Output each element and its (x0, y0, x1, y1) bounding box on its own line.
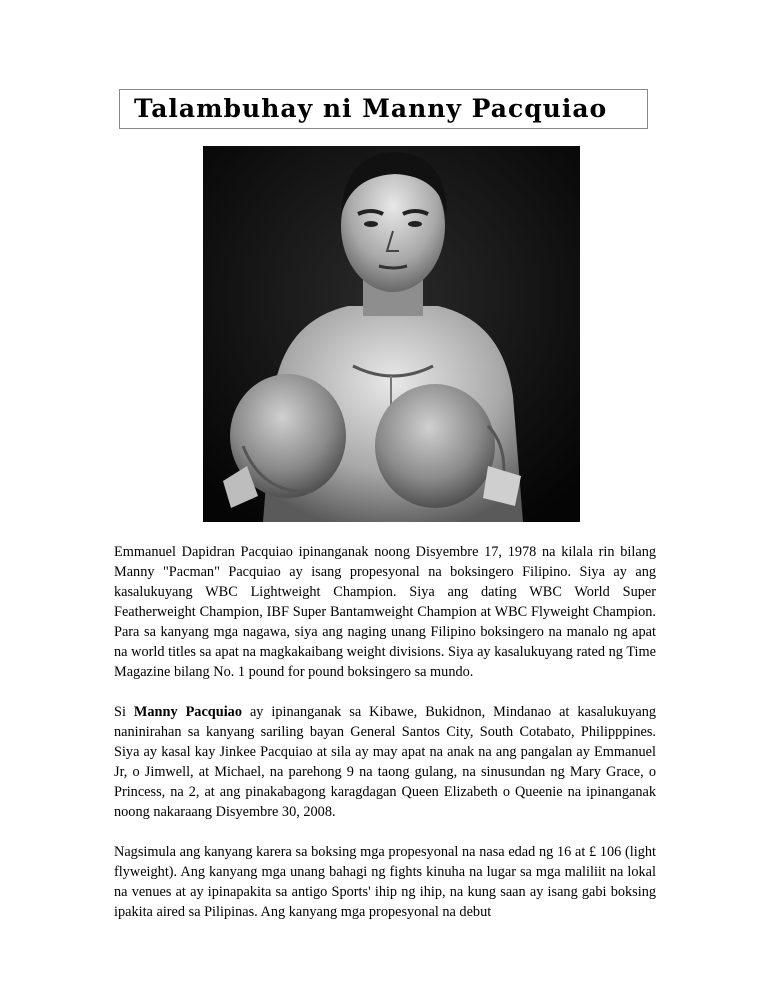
boxer-portrait-icon (203, 146, 580, 522)
paragraph-2-lead: Si (114, 704, 134, 720)
paragraph-2 (114, 702, 656, 822)
paragraph-3-text: Nagsimula ang kanyang karera sa boksing mga propesyonal na nasa edad ng 16 at £ 106 (light flyweight). Ang kanyang mga unang bahagi ng fights kinuha na lugar sa mga maliliit na lokal na venues at ay ipinapakita sa antigo Sports' ihip ng ihip, na kung saan ay isang gabi boksing ipakita aired sa Pilipinas. Ang kanyang mga propesyonal na debut (114, 844, 656, 920)
paragraph-1-text: Emmanuel Dapidran Pacquiao ipinanganak noong Disyembre 17, 1978 na kilala rin bilang Manny "Pacman" Pacquiao ay isang propesyonal na boksingero Filipino. Siya ay ang kasalukuyang WBC Lightweight Champion. Siya ang dating WBC World Super Featherweight Champion, IBF Super Bantamweight Champion at WBC Flyweight Champion. Para sa kanyang mga nagawa, siya ang naging unang Filipino boksingero na manalo ng apat na world titles sa apat na magkakaibang weight divisions. Siya ay kasalukuyang rated ng Time Magazine bilang No. 1 pound for pound boksingero sa mundo. (114, 544, 656, 680)
paragraph-2-text: ay ipinanganak sa Kibawe, Bukidnon, Mindanao at kasalukuyang naninirahan sa kanyang sariling bayan General Santos City, South Cotabato, Philipppines. Siya ay kasal kay Jinkee Pacquiao at sila ay may apat na anak na ang pangalan ay Emmanuel Jr, o Jimwell, at Michael, na parehong 9 na taong gulang, na sinusundan ng Mary Grace, o Princess, na 2, at ang pinakabagong karagdagan Queen Elizabeth o Queenie na ipinanganak noong nakaraang Disyembre 30, 2008. (114, 704, 656, 820)
paragraph-3 (114, 842, 656, 922)
title-box (119, 89, 648, 129)
boxer-photo (203, 146, 580, 522)
page-title: Talambuhay ni Manny Pacquiao (134, 94, 608, 123)
paragraph-1 (114, 542, 656, 682)
paragraph-2-bold-name: Manny Pacquiao (133, 704, 242, 720)
body-text (114, 542, 656, 922)
